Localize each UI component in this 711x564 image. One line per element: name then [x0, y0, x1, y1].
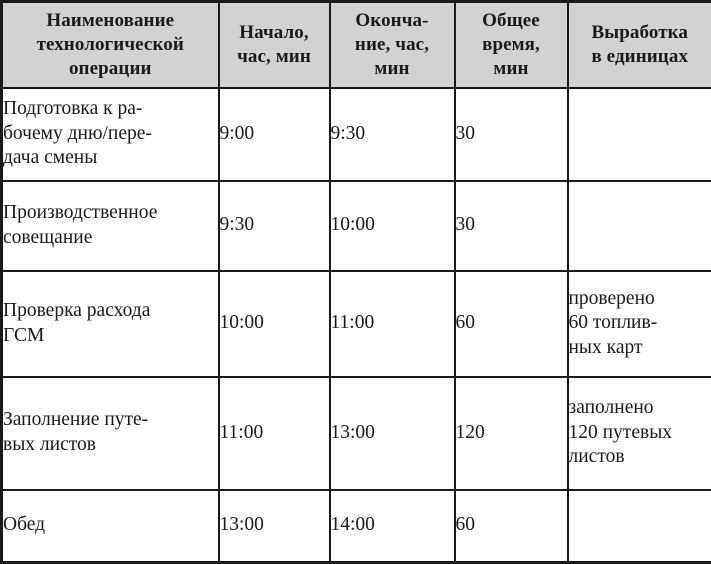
cell-output-units: [568, 181, 711, 271]
cell-line: дача смены: [3, 146, 218, 171]
cell-line: проверено: [569, 287, 711, 312]
column-header-output-units: [568, 2, 711, 88]
cell-line: 60 топлив-: [569, 311, 711, 336]
header-line: технологической: [3, 33, 218, 57]
empty-value: [569, 134, 711, 135]
cell-operation-name: [2, 88, 219, 181]
header-line: Наименование: [3, 9, 218, 33]
cell-total-time: 60: [455, 490, 568, 563]
cell-line: вых листов: [3, 433, 218, 458]
table-header: [2, 2, 711, 88]
cell-output-units: [568, 88, 711, 181]
header-line: Начало,: [220, 21, 329, 45]
cell-output-units: [568, 377, 711, 490]
header-line: операции: [3, 57, 218, 81]
cell-line: бочему дню/пере-: [3, 122, 218, 147]
header-line: Общее: [456, 9, 567, 33]
cell-operation-name: [2, 490, 219, 563]
header-line: мин: [456, 57, 567, 81]
cell-end-time: 14:00: [330, 490, 455, 563]
cell-line: совещание: [3, 226, 218, 251]
cell-end-time: 9:30: [330, 88, 455, 181]
table-row: [2, 181, 711, 271]
cell-start-time: 10:00: [219, 271, 330, 377]
cell-line: Обед: [3, 513, 218, 538]
empty-value: [569, 525, 711, 526]
table-row: [2, 377, 711, 490]
cell-output-units: [568, 271, 711, 377]
column-header-operation-name: [2, 2, 219, 88]
cell-end-time: 11:00: [330, 271, 455, 377]
cell-start-time: 9:30: [219, 181, 330, 271]
cell-operation-name: [2, 377, 219, 490]
table-body: [2, 88, 711, 563]
cell-operation-name: [2, 271, 219, 377]
cell-start-time: 13:00: [219, 490, 330, 563]
column-header-end-time: [330, 2, 455, 88]
cell-operation-name: [2, 181, 219, 271]
header-row: [2, 2, 711, 88]
cell-start-time: 11:00: [219, 377, 330, 490]
cell-line: ГСМ: [3, 324, 218, 349]
cell-output-units: [568, 490, 711, 563]
header-line: Выработка: [569, 21, 711, 45]
cell-total-time: 120: [455, 377, 568, 490]
empty-value: [569, 225, 711, 226]
cell-line: Проверка расхода: [3, 299, 218, 324]
cell-end-time: 13:00: [330, 377, 455, 490]
header-line: мин: [331, 57, 454, 81]
cell-total-time: 30: [455, 181, 568, 271]
cell-start-time: 9:00: [219, 88, 330, 181]
cell-total-time: 30: [455, 88, 568, 181]
cell-end-time: 10:00: [330, 181, 455, 271]
table-row: [2, 88, 711, 181]
header-line: ние, час,: [331, 33, 454, 57]
header-line: в единицах: [569, 45, 711, 69]
cell-line: Производственное: [3, 201, 218, 226]
cell-line: листов: [569, 445, 711, 470]
column-header-start-time: [219, 2, 330, 88]
table-row: [2, 490, 711, 563]
table-row: [2, 271, 711, 377]
cell-line: ных карт: [569, 336, 711, 361]
header-line: Оконча-: [331, 9, 454, 33]
cell-total-time: 60: [455, 271, 568, 377]
header-line: время,: [456, 33, 567, 57]
cell-line: Подготовка к ра-: [3, 97, 218, 122]
cell-line: 120 путевых: [569, 421, 711, 446]
cell-line: заполнено: [569, 396, 711, 421]
column-header-total-time: [455, 2, 568, 88]
header-line: час, мин: [220, 45, 329, 69]
cell-line: Заполнение путе-: [3, 408, 218, 433]
